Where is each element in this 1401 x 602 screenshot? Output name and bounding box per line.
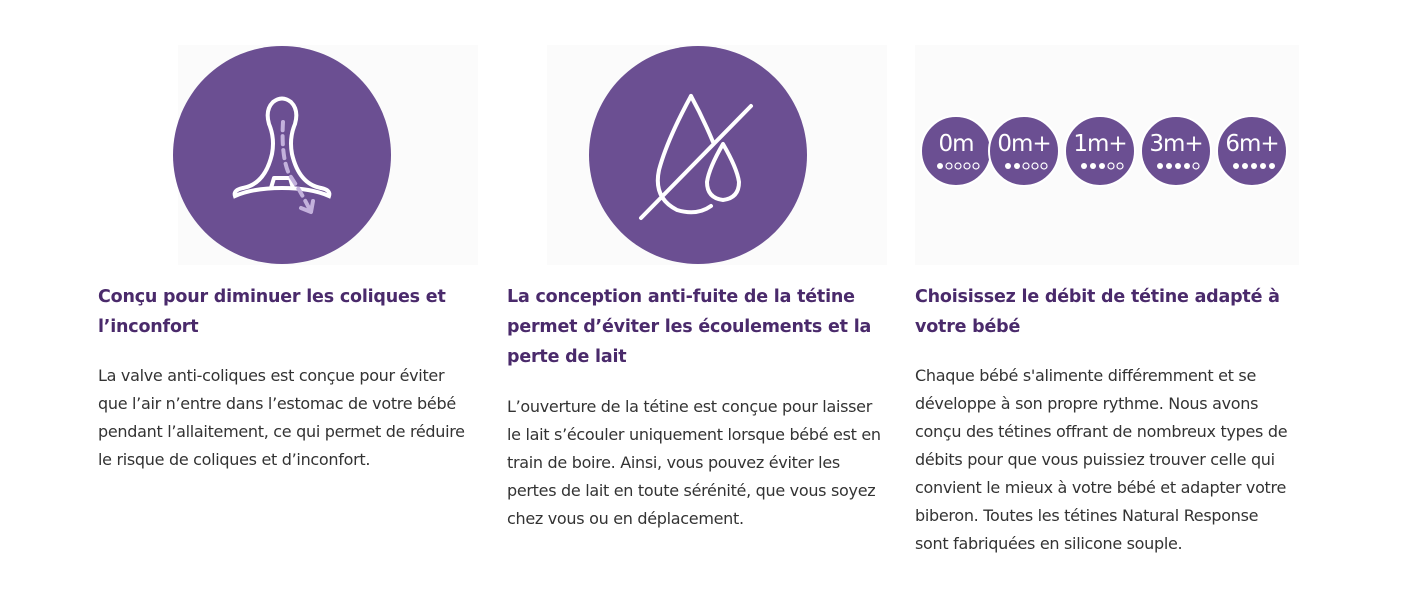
drop-empty	[973, 163, 979, 169]
drop-filled	[1184, 163, 1190, 169]
drop-filled	[1005, 163, 1011, 169]
drop-filled	[1233, 163, 1239, 169]
flow-drops-icon	[1004, 162, 1048, 170]
drop-empty	[1108, 163, 1114, 169]
flow-rate-badges	[920, 115, 1296, 187]
feature-heading: Choisissez le débit de tétine adapté à votre bébé	[915, 287, 1280, 337]
drop-filled	[1157, 163, 1163, 169]
feature-description: L’ouverture de la tétine est conçue pour laisser le lait s’écouler uniquement lorsque bébé est en train de boire. Ainsi, vous pouvez éviter les pertes de lait en toute sérénité, que vous soyez chez vous ou en déplacement.	[507, 397, 881, 528]
drop-filled	[1251, 163, 1257, 169]
drop-filled	[1175, 163, 1181, 169]
drop-empty	[1023, 163, 1029, 169]
drop-filled	[1081, 163, 1087, 169]
flow-drops-icon	[1232, 162, 1276, 170]
flow-drops-icon	[1080, 162, 1124, 170]
drop-empty	[946, 163, 952, 169]
flow-badge-1m-plus	[1064, 115, 1136, 187]
no-leak-drops-icon	[589, 46, 807, 264]
drop-empty	[964, 163, 970, 169]
flow-drops-icon	[1156, 162, 1200, 170]
flow-drops-icon	[936, 162, 980, 170]
drop-filled	[1099, 163, 1105, 169]
flow-badge-label: 3m+	[1149, 131, 1203, 157]
drop-empty	[1041, 163, 1047, 169]
drop-filled	[937, 163, 943, 169]
drop-empty	[1193, 163, 1199, 169]
flow-badge-label: 1m+	[1073, 131, 1127, 157]
drop-filled	[1090, 163, 1096, 169]
flow-badge-0m	[920, 115, 992, 187]
drop-empty	[955, 163, 961, 169]
drop-filled	[1260, 163, 1266, 169]
flow-badge-label: 0m+	[997, 131, 1051, 157]
drop-filled	[1166, 163, 1172, 169]
nipple-anti-colic-valve-icon	[173, 46, 391, 264]
drop-filled	[1269, 163, 1275, 169]
flow-badge-3m-plus	[1140, 115, 1212, 187]
drop-empty	[1032, 163, 1038, 169]
flow-badge-label: 0m	[938, 131, 974, 157]
flow-badge-label: 6m+	[1225, 131, 1279, 157]
feature-description: Chaque bébé s'alimente différemment et se développe à son propre rythme. Nous avons conçu des tétines offrant de nombreux types de débits pour que vous puissiez trouver celle qui convient le mieux à votre bébé et adapter votre biberon. Toutes les tétines Natural Response sont fabriquées en silicone souple.	[915, 366, 1288, 553]
flow-badge-6m-plus	[1216, 115, 1288, 187]
feature-heading: Conçu pour diminuer les coliques et l’inconfort	[98, 287, 446, 337]
drop-filled	[1242, 163, 1248, 169]
drop-empty	[1117, 163, 1123, 169]
flow-badge-0m-plus	[988, 115, 1060, 187]
feature-heading: La conception anti-fuite de la tétine permet d’éviter les écoulements et la perte de lait	[507, 287, 872, 367]
feature-description: La valve anti-coliques est conçue pour éviter que l’air n’entre dans l’estomac de votre bébé pendant l’allaitement, ce qui permet de réduire le risque de coliques et d’inconfort.	[98, 366, 465, 469]
drop-filled	[1014, 163, 1020, 169]
